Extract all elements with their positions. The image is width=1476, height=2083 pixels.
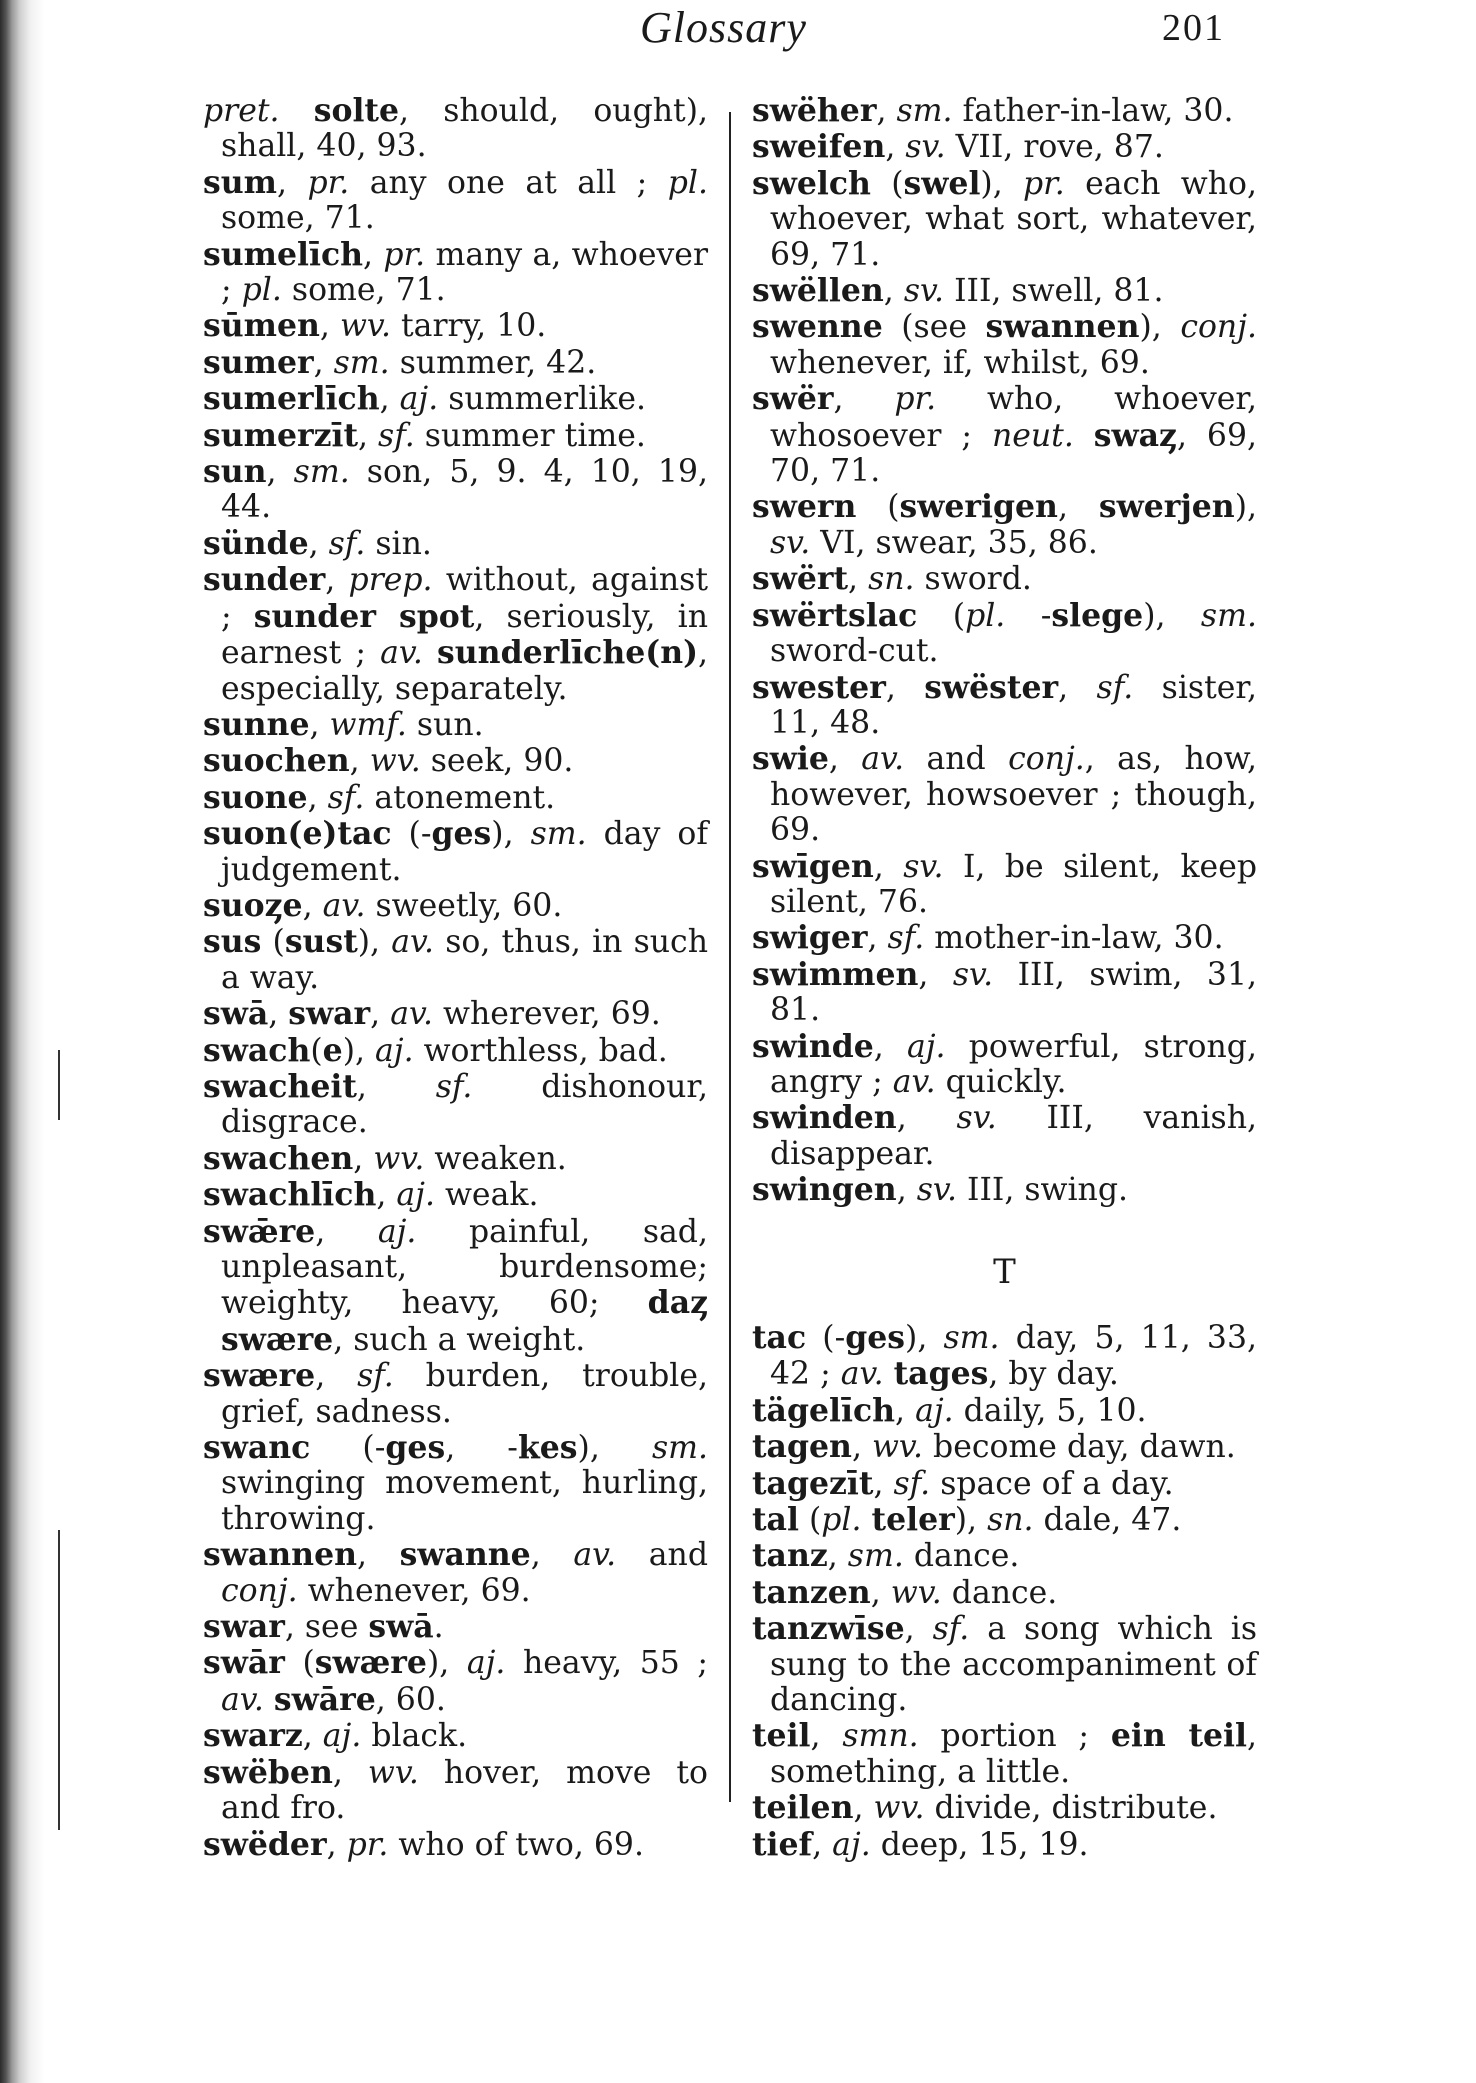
glossary-entry: swester, swëster, sf. sister, 11, 48.: [752, 668, 1257, 741]
glossary-entry: suoȥe, av. sweetly, 60.: [203, 886, 563, 924]
glossary-entry: sunne, wmf. sun.: [203, 705, 484, 743]
glossary-entry: swern (swerigen, swerjen), sv. VI, swear, 35, 86.: [752, 488, 1257, 561]
glossary-entry: sumelīch, pr. many a, whoever ; pl. some, 71.: [203, 235, 708, 309]
glossary-entry: swære, sf. burden, trouble, grief, sadness.: [203, 1357, 708, 1430]
glossary-entry: tagezīt, sf. space of a day.: [752, 1464, 1174, 1502]
glossary-entry: sun, sm. son, 5, 9. 4, 10, 19, 44.: [203, 453, 708, 526]
glossary-entry: swinden, sv. III, vanish, disappear.: [752, 1099, 1257, 1172]
glossary-entry: swanc (-ges, -kes), sm. swinging movement, hurling, throwing.: [203, 1429, 708, 1537]
glossary-entry: tagen, wv. become day, dawn.: [752, 1428, 1236, 1466]
glossary-entry: sus (sust), av. so, thus, in such a way.: [203, 923, 708, 996]
glossary-entry: swërt, sn. sword.: [752, 560, 1032, 598]
glossary-entry: tal (pl. teler), sn. dale, 47.: [752, 1501, 1182, 1539]
glossary-entry: swëllen, sv. III, swell, 81.: [752, 272, 1164, 310]
glossary-entry: sum, pr. any one at all ; pl. some, 71.: [203, 163, 708, 237]
page-header-title: Glossary: [640, 3, 807, 52]
glossary-entry: suochen, wv. seek, 90.: [203, 742, 574, 780]
glossary-entry: suone, sf. atonement.: [203, 778, 556, 816]
glossary-entry: swach(e), aj. worthless, bad.: [203, 1031, 668, 1069]
glossary-entry: sumerlīch, aj. summerlike.: [203, 380, 647, 418]
book-spine-shadow: [0, 0, 60, 2083]
spine-mark: [58, 1050, 60, 1120]
glossary-entry: sumerzīt, sf. summer time.: [203, 416, 646, 454]
glossary-entry: teilen, wv. divide, distribute.: [752, 1789, 1218, 1827]
glossary-entry: swar, see swā.: [203, 1608, 444, 1646]
glossary-entry: tanz, sm. dance.: [752, 1537, 1020, 1575]
glossary-entry: sumer, sm. summer, 42.: [203, 343, 597, 381]
glossary-entry: tägelīch, aj. daily, 5, 10.: [752, 1391, 1147, 1429]
glossary-section-t: [752, 1320, 1257, 1863]
glossary-entry: swëder, pr. who of two, 69.: [203, 1825, 644, 1863]
glossary-entry: swarz, aj. black.: [203, 1717, 468, 1755]
glossary-entry: sunder, prep. without, against ; sunder spot, seriously, in earnest ; av. sunderlīche(n), especially, separately.: [203, 561, 709, 707]
glossary-section-s: [752, 93, 1257, 1209]
glossary-entry: swannen, swanne, av. and conj. whenever, 69.: [203, 1536, 708, 1609]
glossary-entry: sünde, sf. sin.: [203, 524, 432, 562]
glossary-entry: swīgen, sv. I, be silent, keep silent, 76.: [752, 847, 1258, 920]
glossary-entry: tanzen, wv. dance.: [752, 1573, 1058, 1611]
glossary-entry: swie, av. and conj., as, how, however, howsoever ; though, 69.: [752, 740, 1257, 849]
glossary-entry: tief, aj. deep, 15, 19.: [752, 1825, 1089, 1863]
glossary-entry: swār (swære), aj. heavy, 55 ; av. swāre, 60.: [203, 1644, 708, 1718]
glossary-entry: swā, swar, av. wherever, 69.: [203, 995, 661, 1033]
glossary-entry: sweifen, sv. VII, rove, 87.: [752, 128, 1164, 166]
glossary-entry: swëben, wv. hover, move to and fro.: [203, 1753, 708, 1827]
glossary-entry: tanzwīse, sf. a song which is sung to the accompaniment of dancing.: [752, 1610, 1257, 1719]
column-divider: [729, 112, 731, 1802]
glossary-entry: swacheit, sf. dishonour, disgrace.: [203, 1067, 708, 1141]
glossary-entry: teil, smn. portion ; ein teil, something, a little.: [752, 1717, 1257, 1790]
glossary-entry: swëher, sm. father-in-law, 30.: [752, 92, 1234, 129]
glossary-entry: swër, pr. who, whoever, whosoever ; neut. swaȥ, 69, 70, 71.: [752, 380, 1257, 490]
glossary-entry: swinde, aj. powerful, strong, angry ; av. quickly.: [752, 1027, 1257, 1100]
glossary-column-right: [752, 93, 1257, 1863]
spine-mark: [58, 1530, 60, 1830]
glossary-entry: swachen, wv. weaken.: [203, 1139, 567, 1177]
glossary-entry: swelch (swel), pr. each who, whoever, what sort, whatever, 69, 71.: [752, 164, 1257, 273]
glossary-entry: swenne (see swannen), conj. whenever, if, whilst, 69.: [752, 308, 1257, 381]
glossary-entry: swǣre, aj. painful, sad, unpleasant, burdensome; weighty, heavy, 60; daȥ swære, such a weight.: [203, 1212, 708, 1358]
page-number: 201: [1162, 7, 1225, 49]
glossary-entry: sūmen, wv. tarry, 10.: [203, 307, 547, 345]
glossary-column-left: [203, 93, 708, 1863]
glossary-entry: swiger, sf. mother-in-law, 30.: [752, 919, 1224, 957]
glossary-entry: swërtslac (pl. -slege), sm. sword-cut.: [752, 596, 1257, 670]
glossary-entry: suon(e)tac (-ges), sm. day of judgement.: [203, 815, 708, 888]
glossary-entry: swingen, sv. III, swing.: [752, 1171, 1129, 1209]
glossary-entry: swimmen, sv. III, swim, 31, 81.: [752, 955, 1258, 1029]
section-letter-t: T: [993, 1251, 1016, 1292]
glossary-entry: pret. solte, should, ought), shall, 40, 93.: [203, 92, 708, 165]
glossary-entry: swachlīch, aj. weak.: [203, 1176, 539, 1214]
glossary-entry: tac (-ges), sm. day, 5, 11, 33, 42 ; av. tages, by day.: [752, 1319, 1257, 1393]
